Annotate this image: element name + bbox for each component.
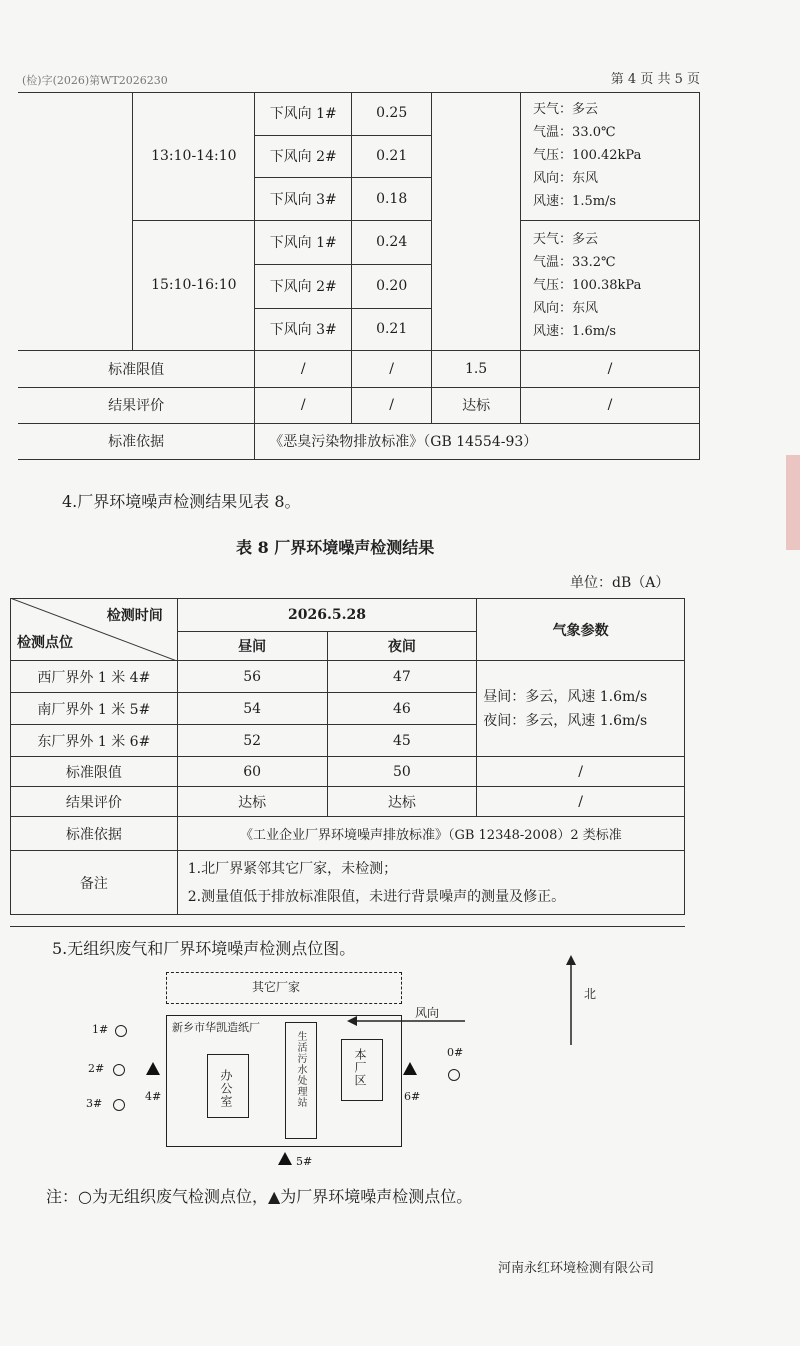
eval-label: 结果评价 xyxy=(18,387,255,423)
weather-line: 气温：33.2℃ xyxy=(533,254,616,270)
day-header: 昼间 xyxy=(177,632,327,661)
wastewater-station xyxy=(285,1022,317,1139)
weather-cell xyxy=(521,220,700,350)
plant-area xyxy=(341,1039,383,1101)
night-value: 46 xyxy=(327,693,477,725)
weather-line: 风向：东风 xyxy=(533,171,599,187)
weather-line: 气温：33.0℃ xyxy=(533,125,616,141)
table-8-title: 表 8 厂界环境噪声检测结果 xyxy=(236,538,435,557)
plant-label: 本厂区 xyxy=(353,1048,367,1087)
point-4-triangle-icon xyxy=(146,1062,160,1075)
document-number: (检)字(2026)第WT2026230 xyxy=(22,74,168,87)
seal-stamp-edge xyxy=(786,455,800,550)
notes-content xyxy=(177,851,684,915)
point-cell: 下风向 2# xyxy=(255,264,352,308)
weather-line: 天气：多云 xyxy=(533,102,599,118)
date-header: 2026.5.28 xyxy=(177,599,477,632)
point-cell: 东厂界外 1 米 6# xyxy=(11,725,178,757)
office-building xyxy=(207,1054,249,1118)
eval-cell: / xyxy=(255,387,352,423)
north-label: 北 xyxy=(584,987,597,1001)
weather-night: 夜间：多云，风速 1.6m/s xyxy=(483,712,648,729)
eval-cell: 达标 xyxy=(432,387,521,423)
point-1-circle-icon xyxy=(115,1025,127,1037)
limit-label: 标准限值 xyxy=(11,757,178,787)
wind-arrow-icon xyxy=(345,1005,470,1027)
point-cell: 下风向 2# xyxy=(255,135,352,177)
point-cell: 下风向 1# xyxy=(255,220,352,264)
basis-text: 《工业企业厂界环境噪声排放标准》（GB 12348-2008）2 类标准 xyxy=(177,817,684,851)
value-cell: 0.20 xyxy=(352,264,432,308)
day-value: 56 xyxy=(177,661,327,693)
section-4-text: 4.厂界环境噪声检测结果见表 8。 xyxy=(62,492,301,511)
north-arrow-icon xyxy=(564,955,578,1047)
point-2-circle-icon xyxy=(113,1064,125,1076)
other-factory-label: 其它厂家 xyxy=(252,980,301,994)
blank-cell xyxy=(432,92,521,350)
day-value: 52 xyxy=(177,725,327,757)
eval-cell: / xyxy=(352,387,432,423)
limit-cell: / xyxy=(521,350,700,387)
legend-note: 注：○为无组织废气检测点位，▲为厂界环境噪声检测点位。 xyxy=(46,1187,473,1206)
night-value: 45 xyxy=(327,725,477,757)
eval-cell: / xyxy=(521,387,700,423)
time-cell: 15:10-16:10 xyxy=(133,220,255,350)
basis-text: 《恶臭污染物排放标准》（GB 14554-93） xyxy=(255,423,700,459)
point-6-label: 6# xyxy=(404,1090,421,1103)
limit-cell: 1.5 xyxy=(432,350,521,387)
blank-cell xyxy=(18,92,133,220)
point-3-circle-icon xyxy=(113,1099,125,1111)
point-cell: 下风向 3# xyxy=(255,177,352,220)
eval-label: 结果评价 xyxy=(11,787,178,817)
limit-label: 标准限值 xyxy=(18,350,255,387)
company-footer: 河南永红环境检测有限公司 xyxy=(498,1261,655,1276)
corner-top-label: 检测时间 xyxy=(106,608,163,624)
company-label: 新乡市华凯造纸厂 xyxy=(172,1021,260,1034)
point-3-label: 3# xyxy=(86,1097,103,1110)
wastewater-label: 生活污水处理站 xyxy=(295,1031,306,1108)
value-cell: 0.21 xyxy=(352,308,432,350)
point-cell: 西厂界外 1 米 4# xyxy=(11,661,178,693)
corner-diagonal-line xyxy=(10,598,177,661)
corner-bottom-label: 检测点位 xyxy=(17,635,73,651)
day-value: 54 xyxy=(177,693,327,725)
point-0-label: 0# xyxy=(447,1046,464,1059)
night-value: 47 xyxy=(327,661,477,693)
point-5-triangle-icon xyxy=(278,1152,292,1165)
night-header: 夜间 xyxy=(327,632,477,661)
blank-cell xyxy=(18,220,133,350)
basis-label: 标准依据 xyxy=(18,423,255,459)
weather-params xyxy=(477,661,685,757)
note-line: 1.北厂界紧邻其它厂家，未检测； xyxy=(187,860,398,877)
section-5-text: 5.无组织废气和厂界环境噪声检测点位图。 xyxy=(52,939,356,958)
point-0-circle-icon xyxy=(448,1069,460,1081)
limit-night: 50 xyxy=(327,757,477,787)
eval-day: 达标 xyxy=(177,787,327,817)
weather-line: 气压：100.38kPa xyxy=(533,277,642,293)
note-line: 2.测量值低于排放标准限值，未进行背景噪声的测量及修正。 xyxy=(187,888,566,905)
value-cell: 0.18 xyxy=(352,177,432,220)
point-cell: 下风向 3# xyxy=(255,308,352,350)
limit-weather: / xyxy=(477,757,685,787)
table-bottom-rule xyxy=(10,926,685,927)
notes-label: 备注 xyxy=(11,851,178,915)
point-cell: 南厂界外 1 米 5# xyxy=(11,693,178,725)
weather-line: 风速：1.6m/s xyxy=(533,323,617,339)
time-cell: 13:10-14:10 xyxy=(133,92,255,220)
unit-label: 单位：dB（A） xyxy=(570,575,670,591)
point-4-label: 4# xyxy=(145,1090,162,1103)
value-cell: 0.25 xyxy=(352,92,432,135)
eval-night: 达标 xyxy=(327,787,477,817)
weather-line: 气压：100.42kPa xyxy=(533,148,642,164)
eval-weather: / xyxy=(477,787,685,817)
value-cell: 0.21 xyxy=(352,135,432,177)
limit-cell: / xyxy=(352,350,432,387)
point-5-label: 5# xyxy=(296,1155,313,1168)
weather-line: 风向：东风 xyxy=(533,300,599,316)
limit-day: 60 xyxy=(177,757,327,787)
odor-results-table xyxy=(18,92,700,460)
weather-line: 天气：多云 xyxy=(533,231,599,247)
point-6-triangle-icon xyxy=(403,1062,417,1075)
page-indicator: 第 4 页 共 5 页 xyxy=(610,72,700,87)
basis-label: 标准依据 xyxy=(11,817,178,851)
weather-cell xyxy=(521,92,700,220)
point-2-label: 2# xyxy=(88,1062,105,1075)
office-label: 办公室 xyxy=(219,1069,233,1108)
limit-cell: / xyxy=(255,350,352,387)
weather-header: 气象参数 xyxy=(477,599,685,661)
wind-label: 风向 xyxy=(415,1006,440,1020)
point-cell: 下风向 1# xyxy=(255,92,352,135)
weather-line: 风速：1.5m/s xyxy=(533,194,617,210)
weather-day: 昼间：多云，风速 1.6m/s xyxy=(483,688,648,705)
point-1-label: 1# xyxy=(92,1023,109,1036)
value-cell: 0.24 xyxy=(352,220,432,264)
